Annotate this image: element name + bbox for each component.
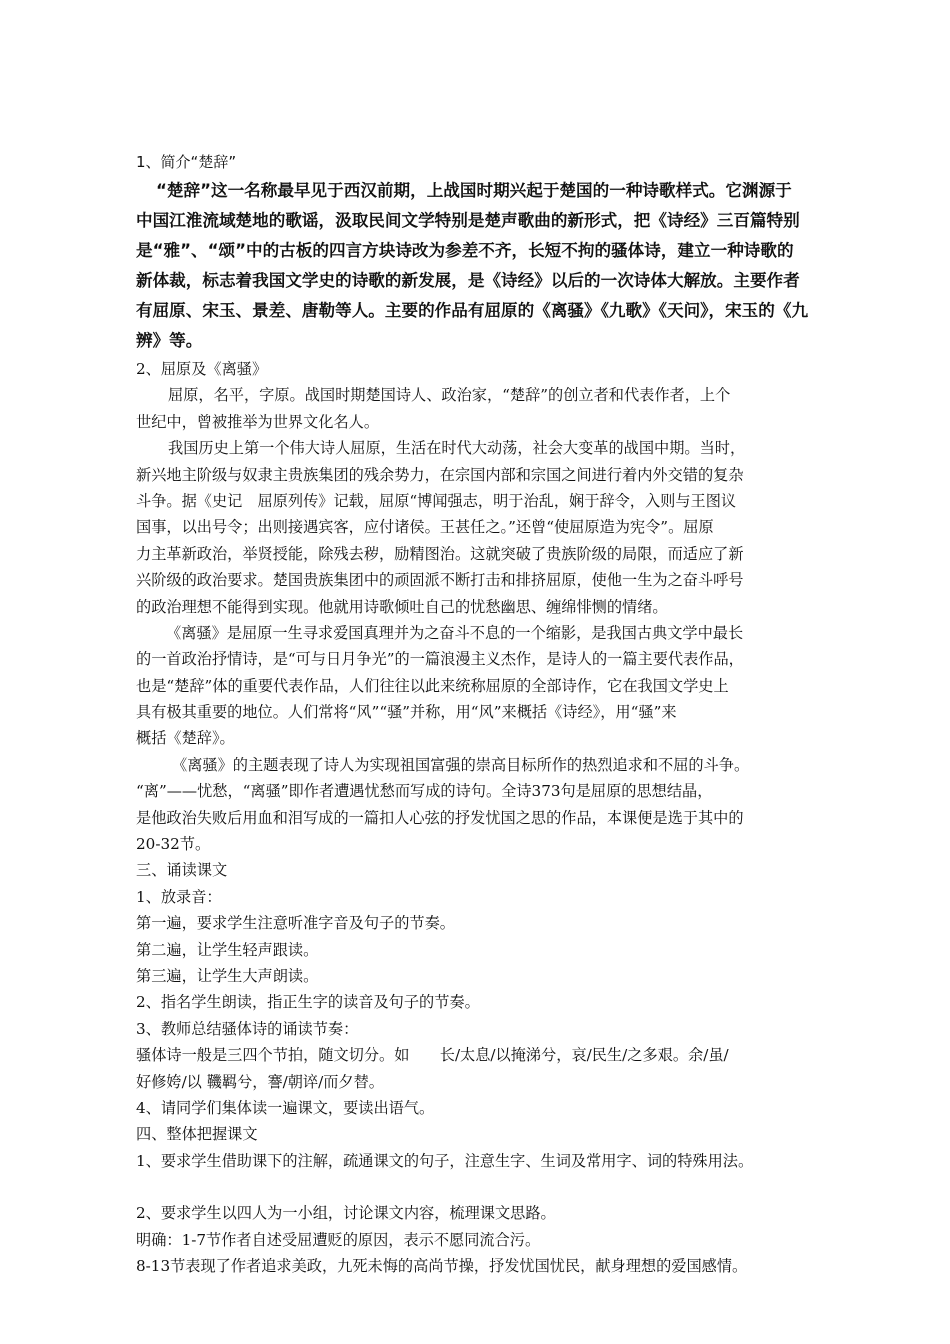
paragraph-line: 的政治理想不能得到实现。他就用诗歌倾吐自己的忧愁幽思、缠绵悱恻的情绪。 (136, 597, 668, 616)
paragraph-line: 新体裁，标志着我国文学史的诗歌的新发展，是《诗经》以后的一次诗体大解放。主要作者 (136, 271, 800, 290)
list-item: 1、要求学生借助课下的注解，疏通课文的句子，注意生字、生词及常用字、词的特殊用法。 (136, 1151, 754, 1170)
paragraph-line: 概括《楚辞》。 (136, 729, 235, 748)
list-item: 好修姱/以 鞿羁兮，謇/朝谇/而夕替。 (136, 1072, 384, 1091)
paragraph-line: 世纪中，曾被推举为世界文化名人。 (136, 412, 379, 431)
list-item: 第一遍，要求学生注意听准字音及句子的节奏。 (136, 914, 455, 933)
list-item: 明确：1-7节作者自述受屈遭贬的原因，表示不愿同流合污。 (136, 1230, 541, 1249)
paragraph-line: 力主革新政治，举贤授能，除残去秽，励精图治。这就突破了贵族阶级的局限，而适应了新 (136, 544, 744, 563)
paragraph-line: 是他政治失败后用血和泪写成的一篇扣人心弦的抒发忧国之思的作品，本课便是选于其中的 (136, 808, 744, 827)
list-item: 4、请同学们集体读一遍课文，要读出语气。 (136, 1098, 435, 1117)
list-item: 第三遍，让学生大声朗读。 (136, 966, 319, 985)
paragraph-line: 辨》等。 (136, 331, 203, 350)
paragraph-line: 新兴地主阶级与奴隶主贵族集团的残余势力，在宗国内部和宗国之间进行着内外交错的复杂 (136, 465, 744, 484)
list-item: 3、教师总结骚体诗的诵读节奏： (136, 1019, 359, 1038)
paragraph-line: 斗争。据《史记 屈原列传》记载，屈原“博闻强志，明于治乱，娴于辞令，入则与王图议 (136, 491, 737, 510)
paragraph-line: “离”——忧愁，“离骚”即作者遭遇忧愁而写成的诗句。全诗373句是屈原的思想结晶， (136, 782, 713, 801)
paragraph-line: 国事，以出号令；出则接遇宾客，应付诸侯。王甚任之。”还曾“使屈原造为宪令”。屈原 (136, 518, 714, 537)
paragraph-line: 我国历史上第一个伟大诗人屈原，生活在时代大动荡，社会大变革的战国中期。当时， (168, 439, 746, 458)
paragraph-line: 的一首政治抒情诗，是“可与日月争光”的一篇浪漫主义杰作，是诗人的一篇主要代表作品， (136, 650, 744, 669)
paragraph-line: 《离骚》是屈原一生寻求爱国真理并为之奋斗不息的一个缩影，是我国古典文学中最长 (166, 623, 744, 642)
paragraph-line: 《离骚》的主题表现了诗人为实现祖国富强的崇高目标所作的热烈追求和不屈的斗争。 (172, 755, 750, 774)
paragraph-line: 是“雅”、“颂”中的古板的四言方块诗改为参差不齐，长短不拘的骚体诗，建立一种诗歌的 (136, 241, 794, 260)
blank-line (136, 1174, 826, 1200)
paragraph-line: 有屈原、宋玉、景差、唐勒等人。主要的作品有屈原的《离骚》《九歌》《天问》，宋玉的《九 (136, 301, 809, 320)
list-item: 1、放录音： (136, 887, 222, 906)
list-item: 2、要求学生以四人为一小组，讨论课文内容，梳理课文思路。 (136, 1204, 556, 1223)
paragraph-line: 20-32节。 (136, 835, 211, 854)
paragraph-line: 中国江淮流域楚地的歌谣，汲取民间文学特别是楚声歌曲的新形式，把《诗经》三百篇特别 (136, 211, 800, 230)
section-heading-chuci: 1、简介“楚辞” (136, 153, 237, 171)
list-item: 第二遍，让学生轻声跟读。 (136, 940, 319, 959)
paragraph-line: 具有极其重要的地位。人们常将“风”“骚”并称，用“风”来概括《诗经》，用“骚”来 (136, 703, 677, 722)
section-heading-recitation: 三、诵读课文 (136, 861, 228, 880)
paragraph-line: 也是“楚辞”体的重要代表作品，人们往往以此来统称屈原的全部诗作，它在我国文学史上 (136, 676, 729, 695)
section-heading-quyuan: 2、屈原及《离骚》 (136, 360, 268, 378)
document-body (136, 148, 826, 1279)
paragraph-line: “楚辞”这一名称最早见于西汉前期，上战国时期兴起于楚国的一种诗歌样式。它渊源于 (156, 181, 792, 200)
list-item: 骚体诗一般是三四个节拍，随文切分。如 长/太息/以掩涕兮，哀/民生/之多艰。余/虽/ (136, 1046, 729, 1065)
list-item: 8-13节表现了作者追求美政，九死未悔的高尚节操，抒发忧国忧民，献身理想的爱国感情。 (136, 1256, 748, 1275)
paragraph-line: 屈原，名平，字原。战国时期楚国诗人、政治家，“楚辞”的创立者和代表作者，上个 (168, 386, 731, 405)
list-item: 2、指名学生朗读，指正生字的读音及句子的节奏。 (136, 993, 480, 1012)
section-heading-overview: 四、整体把握课文 (136, 1125, 258, 1144)
paragraph-line: 兴阶级的政治要求。楚国贵族集团中的顽固派不断打击和排挤屈原，使他一生为之奋斗呼号 (136, 571, 744, 590)
